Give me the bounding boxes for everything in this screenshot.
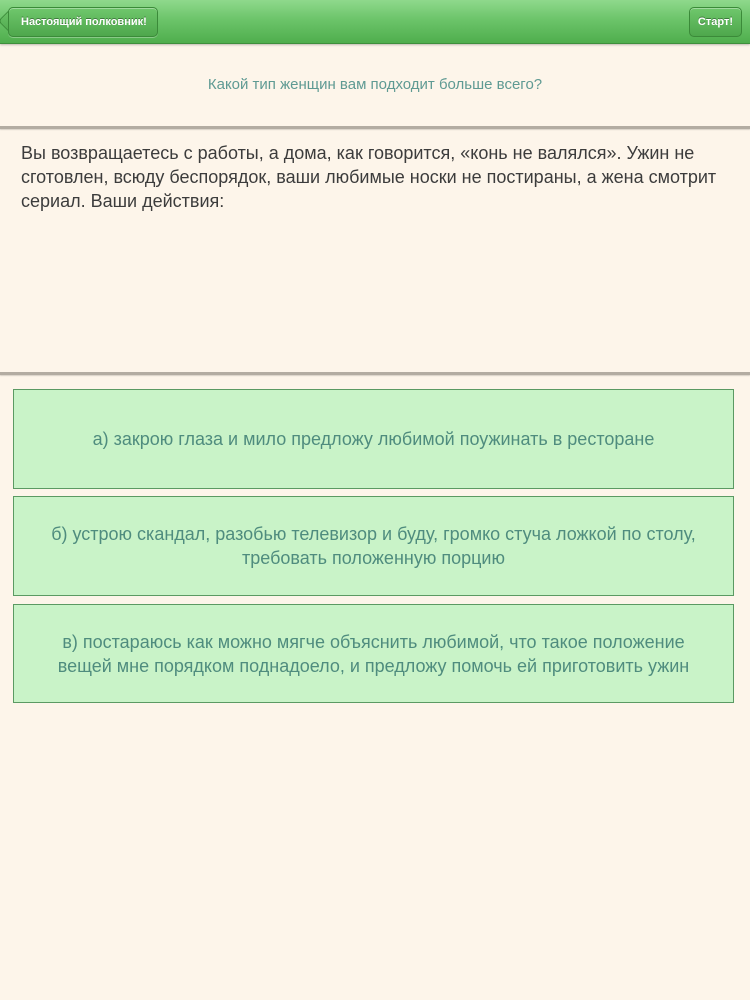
back-button[interactable] <box>8 7 158 37</box>
quiz-subtitle: Какой тип женщин вам подходит больше всего? <box>207 76 543 93</box>
navigation-bar <box>0 0 750 44</box>
answer-option-c[interactable] <box>13 604 734 703</box>
answer-option-a-label: а) закрою глаза и мило предложу любимой поужинать в ресторане <box>92 429 655 449</box>
answer-option-b[interactable] <box>13 496 734 596</box>
divider-top <box>0 126 750 129</box>
answer-option-c-label: в) постараюсь как можно мягче объяснить любимой, что такое положение вещей мне порядком поднадоело, и предложу помочь ей приготовить ужин <box>57 631 690 676</box>
back-button-label: Настоящий полковник! <box>21 16 147 28</box>
start-button-label: Старт! <box>697 16 733 28</box>
answer-option-a[interactable] <box>13 389 734 489</box>
start-button[interactable] <box>689 7 742 37</box>
divider-bottom <box>0 372 750 375</box>
question-text: Вы возвращаетесь с работы, а дома, как говорится, «конь не валялся». Ужин не сготовлен, всюду беспорядок, ваши любимые носки не постираны, а жена смотрит сериал. Ваши действия: <box>21 143 717 211</box>
answer-option-b-label: б) устрою скандал, разобью телевизор и буду, громко стуча ложкой по столу, требовать положенную порцию <box>51 524 696 568</box>
